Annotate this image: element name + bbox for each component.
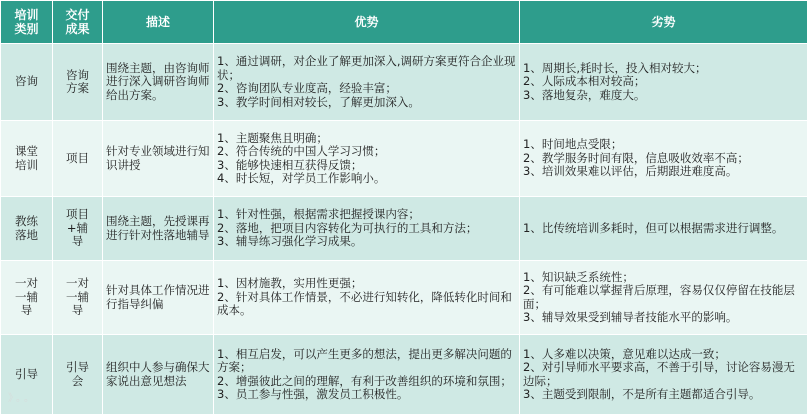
- advantage-item: 2、落地，把项目内容转化为可执行的工具和方法；: [217, 222, 516, 236]
- header-disadvantages: 劣势: [520, 1, 807, 44]
- advantage-item: 2、增强彼此之间的理解，有利于改善组织的环境和氛围；: [217, 375, 516, 389]
- header-description: 描述: [103, 1, 214, 44]
- advantage-item: 3、辅导练习强化学习成果。: [217, 235, 516, 249]
- disadvantage-item: 2、对引导师水平要求高，不善于引导，讨论容易漫无边际；: [523, 361, 804, 388]
- cell-type: 咨询: [1, 44, 53, 121]
- cell-deliverable: 引导 会: [53, 335, 103, 415]
- cell-type: 引导: [1, 335, 53, 415]
- cell-advantages: [214, 44, 520, 121]
- cell-description: 围绕主题，先授课再进行针对性落地辅导: [103, 197, 214, 261]
- cell-type: 一对 一辅 导: [1, 261, 53, 335]
- cell-advantages: [214, 261, 520, 335]
- cell-advantages: [214, 121, 520, 197]
- advantage-item: 4、时长短，对学员工作影响小。: [217, 172, 516, 186]
- row-consulting: [1, 44, 807, 121]
- advantage-item: 2、符合传统的中国人学习习惯；: [217, 145, 516, 159]
- disadvantage-item: 3、主题受到限制，不是所有主题都适合引导。: [523, 388, 804, 402]
- cell-disadvantages: [520, 197, 807, 261]
- row-one-on-one: [1, 261, 807, 335]
- cell-disadvantages: [520, 44, 807, 121]
- advantage-item: 3、能够快速相互获得反馈；: [217, 159, 516, 173]
- header-advantages: 优势: [214, 1, 520, 44]
- advantage-item: 2、针对具体工作情景，不必进行知转化，降低转化时间和成本。: [217, 291, 516, 318]
- header-row: [1, 1, 807, 44]
- disadvantage-item: 1、人多难以决策，意见难以达成一致；: [523, 348, 804, 362]
- disadvantage-item: 2、人际成本相对较高；: [523, 75, 804, 89]
- advantage-item: 1、针对性强，根据需求把握授课内容；: [217, 208, 516, 222]
- disadvantage-item: 1、比传统培训多耗时，但可以根据需求进行调整。: [523, 222, 804, 236]
- disadvantage-item: 1、周期长,耗时长，投入相对较大；: [523, 62, 804, 76]
- cell-deliverable: 项目: [53, 121, 103, 197]
- advantage-item: 1、因材施教，实用性更强；: [217, 277, 516, 291]
- header-deliverable: 交付 成果: [53, 1, 103, 44]
- disadvantage-item: 3、辅导效果受到辅导者技能水平的影响。: [523, 311, 804, 325]
- disadvantage-item: 2、有可能难以掌握背后原理，容易仅仅停留在技能层面；: [523, 284, 804, 311]
- header-type: 培训 类别: [1, 1, 53, 44]
- cell-disadvantages: [520, 261, 807, 335]
- cell-description: 针对专业领域进行知识讲授: [103, 121, 214, 197]
- cell-type: 课堂 培训: [1, 121, 53, 197]
- cell-description: 针对具体工作情况进行指导纠偏: [103, 261, 214, 335]
- cell-description: 组织中人参与确保大家说出意见想法: [103, 335, 214, 415]
- cell-deliverable: 项目 +辅 导: [53, 197, 103, 261]
- disadvantage-item: 2、教学服务时间有限，信息吸收效率不高；: [523, 152, 804, 166]
- row-coaching: [1, 197, 807, 261]
- cell-deliverable: 咨询 方案: [53, 44, 103, 121]
- advantage-item: 3、教学时间相对较长，了解更加深入。: [217, 96, 516, 110]
- cell-disadvantages: [520, 121, 807, 197]
- advantage-item: 1、主题聚焦且明确；: [217, 132, 516, 146]
- advantage-item: 1、相互启发，可以产生更多的想法，提出更多解决问题的方案；: [217, 348, 516, 375]
- disadvantage-item: 3、培训效果难以评估，后期跟进难度高。: [523, 165, 804, 179]
- advantage-item: 3、员工参与性强，激发员工积极性。: [217, 388, 516, 402]
- advantage-item: 2、咨询团队专业度高，经验丰富；: [217, 82, 516, 96]
- cell-description: 围绕主题，由咨询师进行深入调研咨询师给出方案。: [103, 44, 214, 121]
- cell-deliverable: 一对 一辅 导: [53, 261, 103, 335]
- cell-advantages: [214, 197, 520, 261]
- disadvantage-item: 1、知识缺乏系统性；: [523, 271, 804, 285]
- disadvantage-item: 3、落地复杂，难度大。: [523, 89, 804, 103]
- row-classroom: [1, 121, 807, 197]
- cell-type: 教练 落地: [1, 197, 53, 261]
- disadvantage-item: 1、时间地点受限；: [523, 138, 804, 152]
- advantage-item: 1、通过调研，对企业了解更加深入,调研方案更符合企业现状；: [217, 55, 516, 82]
- watermark-text: 》。。: [8, 389, 58, 401]
